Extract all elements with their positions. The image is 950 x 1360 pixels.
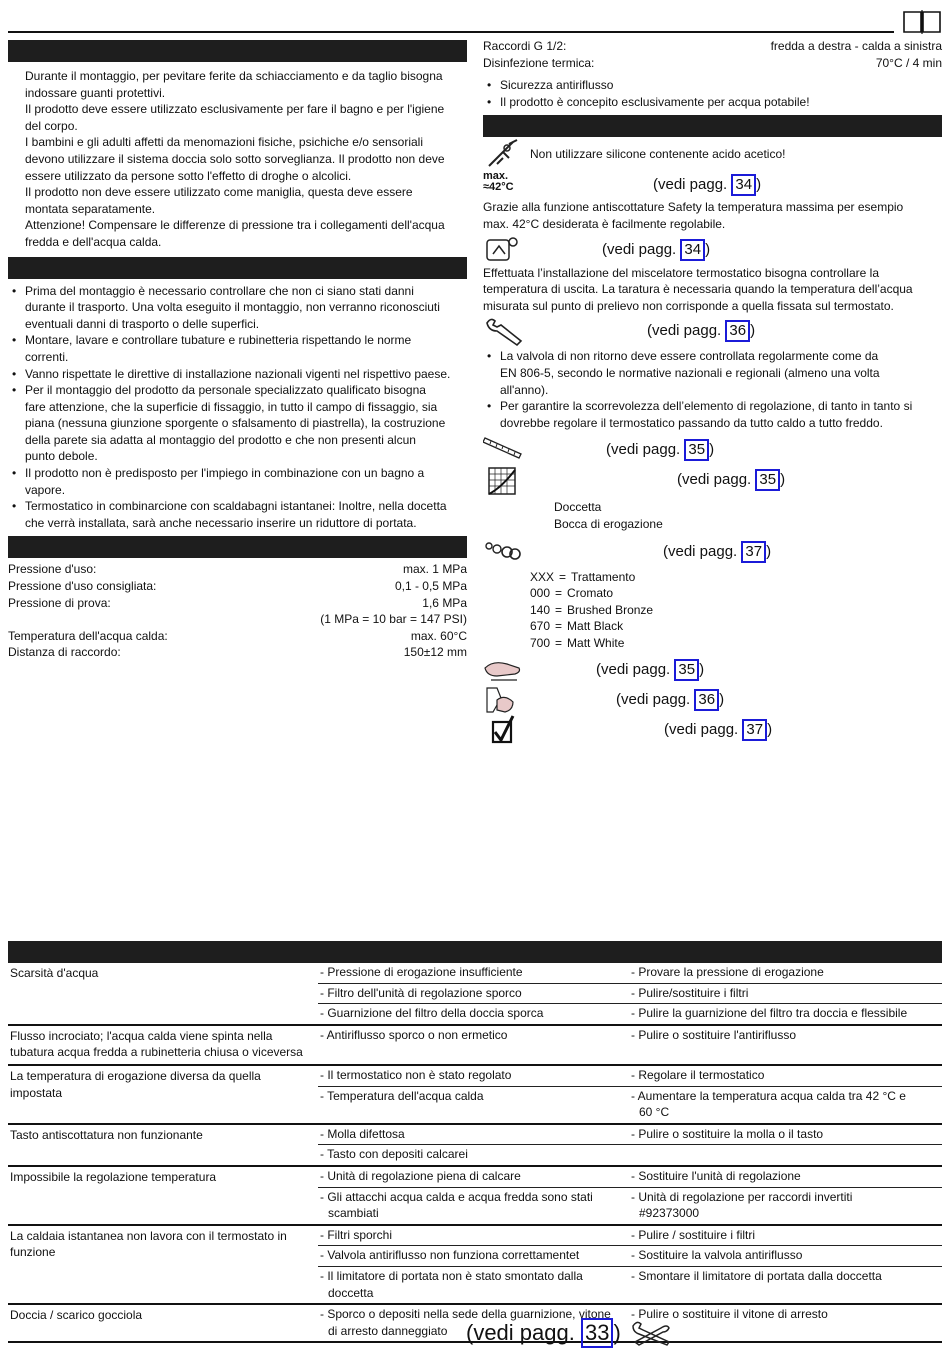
- cause-line: - Molla difettosa: [320, 1126, 405, 1141]
- spec-row: [483, 55, 942, 72]
- fix-cell: [629, 1167, 942, 1187]
- finish-eq: =: [555, 602, 563, 617]
- table-row: [8, 1026, 942, 1066]
- problem-line: funzione: [10, 1245, 56, 1260]
- list-item-line: • Per garantire la scorrevolezza dell’elemento di regolazione, di tanto in tanto si: [500, 399, 913, 414]
- cause-cell: [318, 984, 629, 1004]
- fix-cell: [629, 1267, 942, 1303]
- fix-cell: [629, 1145, 942, 1165]
- problem-cell: [8, 1125, 318, 1165]
- finish-eq: =: [559, 569, 567, 584]
- fix-line: - Provare la pressione di erogazione: [631, 965, 824, 979]
- fix-cell: [629, 1004, 942, 1024]
- list-item: [8, 283, 467, 333]
- max-temp-icon: max. ≈42°C: [483, 170, 514, 194]
- safety-line: essere utilizzato da persone sotto l'effetto di droghe o alcolici.: [25, 168, 352, 183]
- finish-code: 670: [530, 619, 551, 634]
- finish-name: Trattamento: [571, 569, 636, 584]
- problem-line: tubatura acqua fredda a rubinetteria chiusa o viceversa: [10, 1045, 303, 1060]
- cause-line: doccetta: [328, 1285, 374, 1300]
- fix-line: 60 °C: [639, 1105, 670, 1120]
- fix-cell: [629, 1246, 942, 1266]
- silicone-row: [483, 137, 942, 171]
- check-row: [483, 715, 942, 745]
- cause-cell: [318, 1087, 629, 1123]
- cause-cell: [318, 1267, 629, 1303]
- finish-name: Matt Black: [567, 619, 624, 634]
- flow-diagram-row: [483, 465, 942, 495]
- problem-line: La caldaia istantanea non lavora con il termostato in: [10, 1228, 287, 1243]
- spec-row: [8, 578, 467, 595]
- table-row: [8, 1066, 942, 1125]
- spec-label: Pressione di prova:: [8, 595, 111, 610]
- fix-line: - Pulire/sostituire i filtri: [631, 985, 749, 1000]
- finish-code: XXX: [530, 569, 555, 584]
- finish-item: [530, 635, 942, 652]
- fix-cell: [629, 1188, 942, 1224]
- list-item-line: correnti.: [25, 349, 69, 364]
- list-item: [8, 332, 467, 365]
- vedi-link-7[interactable]: (vedi pagg. 35 ): [596, 659, 704, 681]
- table-row: [8, 963, 942, 1026]
- spare-parts-icon: [483, 536, 523, 568]
- spec-label: Pressione d'uso consigliata:: [8, 579, 157, 594]
- list-item-line: durante il trasporto. Una volta eseguito il montaggio, non verranno riconosciuti: [25, 300, 440, 315]
- cause-cell: [318, 1145, 629, 1165]
- safety-line: Il prodotto non deve essere utilizzato come maniglia, questa deve essere: [25, 185, 413, 200]
- cause-line: scambiati: [328, 1206, 379, 1221]
- problem-line: Impossibile la regolazione temperatura: [10, 1169, 217, 1184]
- flow-item: Doccetta: [554, 500, 602, 515]
- cause-cell: [318, 1125, 629, 1145]
- spec-value: max. 1 MPa: [402, 562, 467, 577]
- list-item: [8, 498, 467, 531]
- footer-vedi-link[interactable]: (vedi pagg. 33 ): [466, 1318, 671, 1348]
- cause-line: - Pressione di erogazione insufficiente: [320, 965, 523, 979]
- problem-cell: [8, 1305, 318, 1341]
- fix-cell: [629, 1066, 942, 1086]
- cause-line: - Guarnizione del filtro della doccia sporca: [320, 1006, 544, 1021]
- thermometer-hand-icon: [483, 234, 523, 266]
- cause-fix-row: [318, 1087, 942, 1123]
- text-line: max. 42°C desiderata è facilmente regolabile.: [483, 216, 726, 231]
- section-bar-mounting: [483, 115, 942, 137]
- cause-fix-row: [318, 1226, 942, 1247]
- section-bar-tech: [8, 536, 467, 558]
- spec-value: 70°C / 4 min: [875, 55, 942, 70]
- cause-line: - Unità di regolazione piena di calcare: [320, 1168, 521, 1183]
- fix-line: - Pulire la guarnizione del filtro tra doccia e flessibile: [631, 1006, 908, 1021]
- problem-line: Flusso incrociato; l'acqua calda viene spinta nella: [10, 1028, 273, 1043]
- fix-line: - Pulire o sostituire l'antiriflusso: [631, 1027, 797, 1042]
- silicone-gun-icon: [483, 138, 523, 170]
- spec-row: [8, 644, 467, 661]
- spec-value: 150±12 mm: [403, 645, 467, 660]
- list-item-line: • Vanno rispettate le direttive di installazione nazionali vigenti nel rispettivo paese.: [25, 366, 451, 381]
- list-item-line: punto debole.: [25, 449, 98, 464]
- list-item-line: fare attenzione, che la superficie di fissaggio, in tutto il campo di fissaggio, sia: [25, 399, 438, 414]
- cause-line: - Valvola antiriflusso non funziona correttamentet: [320, 1248, 580, 1263]
- fix-line: - Pulire o sostituire la molla o il tasto: [631, 1126, 824, 1141]
- cause-cell: [318, 1188, 629, 1224]
- spec-value: (1 MPa = 10 bar = 147 PSI): [320, 612, 467, 627]
- troubleshooting-header-bar: [8, 941, 942, 963]
- cause-line: di arresto danneggiato: [328, 1323, 448, 1338]
- list-item: [8, 465, 467, 498]
- fix-cell: [629, 1305, 942, 1341]
- finish-name: Brushed Bronze: [567, 602, 654, 617]
- cause-cell: [318, 1004, 629, 1024]
- calibration-row: [483, 235, 942, 265]
- cause-line: - Il limitatore di portata non è stato smontato dalla: [320, 1268, 583, 1283]
- vedi-link-2[interactable]: (vedi pagg. 34 ): [602, 239, 710, 261]
- connections-data: [483, 38, 942, 71]
- cause-fix-row: [318, 1246, 942, 1267]
- install-list: [8, 279, 467, 532]
- vedi-link-5[interactable]: (vedi pagg. 35 ): [677, 469, 785, 491]
- text-line: misurata sul punto di prelievo non corrisponde a quella fissata sul termostato.: [483, 298, 894, 313]
- finish-name: Cromato: [567, 586, 614, 601]
- spec-value: 1,6 MPa: [422, 595, 467, 610]
- cause-fix-row: [318, 1026, 942, 1046]
- spec-label: Distanza di raccordo:: [8, 645, 121, 660]
- cleaning-row: [483, 655, 942, 685]
- right-column: [483, 38, 942, 745]
- finish-item: [530, 602, 942, 619]
- cause-cell: [318, 1026, 629, 1046]
- hand-tool-icon: [483, 684, 523, 716]
- problem-cell: [8, 963, 318, 1024]
- list-item-line: • Prima del montaggio è necessario controllare che non ci siano stati danni: [25, 283, 414, 298]
- list-item-line: dovrebbe regolare il termostatico passando da tutto caldo a tutto freddo.: [500, 415, 883, 430]
- finish-eq: =: [555, 619, 563, 634]
- cause-fix-row: [318, 1267, 942, 1303]
- calibration-text: [483, 265, 942, 315]
- list-item-line: • Montare, lavare e controllare tubature e rubinetteria rispettando le norme: [25, 333, 412, 348]
- problem-line: impostata: [10, 1085, 63, 1100]
- silicone-warning: Non utilizzare silicone contenente acido acetico!: [530, 147, 786, 162]
- antiscald-row: [483, 171, 942, 199]
- cause-fix-row: [318, 1125, 942, 1146]
- text-line: Grazie alla funzione antiscottature Safety la temperatura massima per esempio: [483, 200, 904, 215]
- cause-line: - Gli attacchi acqua calda e acqua fredda sono stati: [320, 1189, 593, 1204]
- fix-cell: [629, 963, 942, 983]
- fix-line: - Regolare il termostatico: [631, 1067, 765, 1082]
- fix-line: #92373000: [639, 1206, 700, 1221]
- spec-value: fredda a destra - calda a sinistra: [770, 39, 942, 53]
- list-item-line: eventuali danni di trasporto o delle superfici.: [25, 316, 260, 331]
- list-item-line: della parete sia adatta al montaggio del prodotto e che non presenti alcun: [25, 432, 416, 447]
- spec-row: [8, 561, 467, 578]
- checkbox-icon: [483, 714, 523, 746]
- problem-cell: [8, 1026, 318, 1064]
- cause-fix-row: [318, 1167, 942, 1188]
- safety-line: del corpo.: [25, 118, 78, 133]
- finish-eq: =: [555, 635, 563, 650]
- cause-fix-row: [318, 1066, 942, 1087]
- left-column: [8, 40, 467, 661]
- safety-line: I bambini e gli adulti affetti da menomazioni fisiche, psichiche e/o sensoriali: [25, 135, 423, 150]
- cause-line: - Tasto con depositi calcarei: [320, 1147, 468, 1162]
- cause-fix-row: [318, 1188, 942, 1224]
- ruler-icon: [483, 434, 523, 466]
- cause-fix-row: [318, 963, 942, 984]
- finish-eq: =: [555, 586, 563, 601]
- list-item: [8, 366, 467, 383]
- list-item: [483, 398, 942, 431]
- finish-name: Matt White: [567, 635, 625, 650]
- fix-line: - Sostituire l'unità di regolazione: [631, 1168, 801, 1183]
- vedi-link-6[interactable]: (vedi pagg. 37 ): [663, 541, 771, 563]
- flow-item: Bocca di erogazione: [554, 516, 663, 531]
- cleaning-hand-icon: [483, 654, 523, 686]
- fix-cell: [629, 1226, 942, 1246]
- cause-cell: [318, 1066, 629, 1086]
- cause-cell: [318, 1226, 629, 1246]
- list-item: [483, 348, 942, 398]
- spec-label: Pressione d'uso:: [8, 562, 97, 577]
- finishes-list: [483, 569, 942, 652]
- service-row: [483, 685, 942, 715]
- list-item: • Il prodotto è concepito esclusivamente per acqua potabile!: [483, 94, 942, 111]
- fix-line: - Pulire / sostituire i filtri: [631, 1227, 756, 1242]
- maintenance-list: [483, 348, 942, 431]
- list-item: • Sicurezza antiriflusso: [483, 77, 942, 94]
- list-item-line: piana (nessuna giunzione sporgente o sfalsamento di piastrella), la costruzione: [25, 416, 446, 431]
- list-item-line: • Termostatico in combinarcione con scaldabagni istantanei: Inoltre, nella docetta: [25, 499, 447, 514]
- cause-cell: [318, 1246, 629, 1266]
- troubleshooting-table: [8, 941, 942, 1343]
- finish-item: [530, 569, 942, 586]
- vedi-link-4[interactable]: (vedi pagg. 35 ): [606, 439, 714, 461]
- cause-fix-row: [318, 1004, 942, 1024]
- text-line: temperatura di uscita. La taratura è necessaria quando la temperatura dell’acqua: [483, 282, 913, 297]
- safety-line: Durante il montaggio, per pevitare ferite da schiacciamento e da taglio bisogna: [25, 69, 443, 83]
- spec-label: Disinfezione termica:: [483, 55, 595, 70]
- fix-cell: [629, 1087, 942, 1123]
- safety-line: devono utilizzare il sistema doccia solo sotto sorveglianza. Il prodotto non deve: [25, 151, 445, 166]
- list-item: [8, 382, 467, 465]
- list-item-line: all'anno).: [500, 382, 549, 397]
- spec-label: Temperatura dell'acqua calda:: [8, 628, 168, 643]
- tools-icon: [631, 1320, 671, 1346]
- spare-parts-row: [483, 537, 942, 567]
- spec-row: [483, 38, 942, 55]
- spec-value: max. 60°C: [410, 628, 467, 643]
- features-list: [483, 71, 942, 110]
- safety-text: [8, 62, 467, 255]
- fix-line: - Sostituire la valvola antiriflusso: [631, 1248, 803, 1263]
- problem-line: La temperatura di erogazione diversa da quella: [10, 1068, 261, 1083]
- list-item-line: • La valvola di non ritorno deve essere controllata regolarmente come da: [500, 349, 879, 364]
- flow-chart-icon: [483, 464, 523, 496]
- cause-line: - Temperatura dell'acqua calda: [320, 1088, 484, 1103]
- cause-line: - Filtri sporchi: [320, 1227, 393, 1242]
- vedi-link-1[interactable]: (vedi pagg. 34 ): [653, 174, 761, 196]
- spec-row: [8, 611, 467, 628]
- fix-line: - Pulire o sostituire il vitone di arresto: [631, 1307, 828, 1322]
- cause-line: - Il termostatico non è stato regolato: [320, 1067, 512, 1082]
- problem-line: Tasto antiscottatura non funzionante: [10, 1127, 203, 1142]
- problem-line: Scarsità d'acqua: [10, 966, 99, 980]
- wrench-icon: [483, 315, 523, 347]
- fix-cell: [629, 1125, 942, 1145]
- cause-line: - Sporco o depositi nella sede della guarnizione, vitone: [320, 1307, 611, 1322]
- section-bar-install: [8, 257, 467, 279]
- text-line: Effettuata l’installazione del miscelatore termostatico bisogna controllare la: [483, 265, 879, 280]
- header-rule: [8, 31, 894, 33]
- dimensions-row: [483, 435, 942, 465]
- fix-cell: [629, 984, 942, 1004]
- fix-line: - Smontare il limitatore di portata dalla doccetta: [631, 1268, 882, 1283]
- problem-line: Doccia / scarico gocciola: [10, 1308, 143, 1323]
- spec-row: [8, 628, 467, 645]
- cause-fix-row: [318, 984, 942, 1005]
- list-item-line: vapore.: [25, 482, 66, 497]
- antiscald-text: [483, 199, 942, 232]
- flow-items: [483, 499, 942, 532]
- spec-value: 0,1 - 0,5 MPa: [394, 579, 467, 594]
- finish-item: [530, 585, 942, 602]
- table-row: [8, 1226, 942, 1305]
- safety-line: fredda e dell'acqua calda.: [25, 234, 162, 249]
- finish-code: 700: [530, 635, 551, 650]
- cause-line: - Antiriflusso sporco o non ermetico: [320, 1027, 508, 1042]
- cause-line: - Filtro dell'unità di regolazione sporco: [320, 985, 522, 1000]
- spec-label: Raccordi G 1/2:: [483, 39, 567, 53]
- cause-cell: [318, 963, 629, 983]
- list-item-line: che verrà installata, sarà anche necessario inserire un riduttore di portata.: [25, 515, 417, 530]
- list-item-line: • Il prodotto non è predisposto per l'impiego in combinazione con un bagno a: [25, 466, 425, 481]
- table-row: [8, 1167, 942, 1226]
- spec-row: [8, 595, 467, 612]
- fix-cell: [629, 1026, 942, 1046]
- table-row: [8, 1125, 942, 1167]
- tech-data: [8, 558, 467, 661]
- section-bar-safety: [8, 40, 467, 62]
- vedi-link-9[interactable]: (vedi pagg. 37 ): [664, 719, 772, 741]
- safety-line: Il prodotto deve essere utilizzato esclusivamente per fare il bagno e per l'igiene: [25, 102, 445, 117]
- problem-cell: [8, 1066, 318, 1123]
- safety-line: montata separatamente.: [25, 201, 156, 216]
- list-item-line: EN 806-5, secondo le normative nazionali e regionali (almeno una volta: [500, 365, 880, 380]
- list-item-line: • Per il montaggio del prodotto da personale specializzato qualificato bisogna: [25, 383, 426, 398]
- finish-code: 140: [530, 602, 551, 617]
- problem-cell: [8, 1167, 318, 1224]
- finish-item: [530, 618, 942, 635]
- finish-code: 000: [530, 586, 551, 601]
- fix-line: - Unità di regolazione per raccordi invertiti: [631, 1189, 853, 1204]
- fix-line: - Aumentare la temperatura acqua calda tra 42 °C e: [631, 1088, 906, 1103]
- safety-line: Attenzione! Compensare le differenze di pressione tra i collegamenti dell'acqua: [25, 218, 445, 233]
- cause-fix-row: [318, 1145, 942, 1165]
- maintenance-row: [483, 314, 942, 348]
- vedi-link-8[interactable]: (vedi pagg. 36 ): [616, 689, 724, 711]
- problem-cell: [8, 1226, 318, 1303]
- book-icon: [902, 8, 942, 34]
- vedi-link-3[interactable]: (vedi pagg. 36 ): [647, 320, 755, 342]
- safety-line: indossare guanti protettivi.: [25, 85, 166, 100]
- cause-cell: [318, 1167, 629, 1187]
